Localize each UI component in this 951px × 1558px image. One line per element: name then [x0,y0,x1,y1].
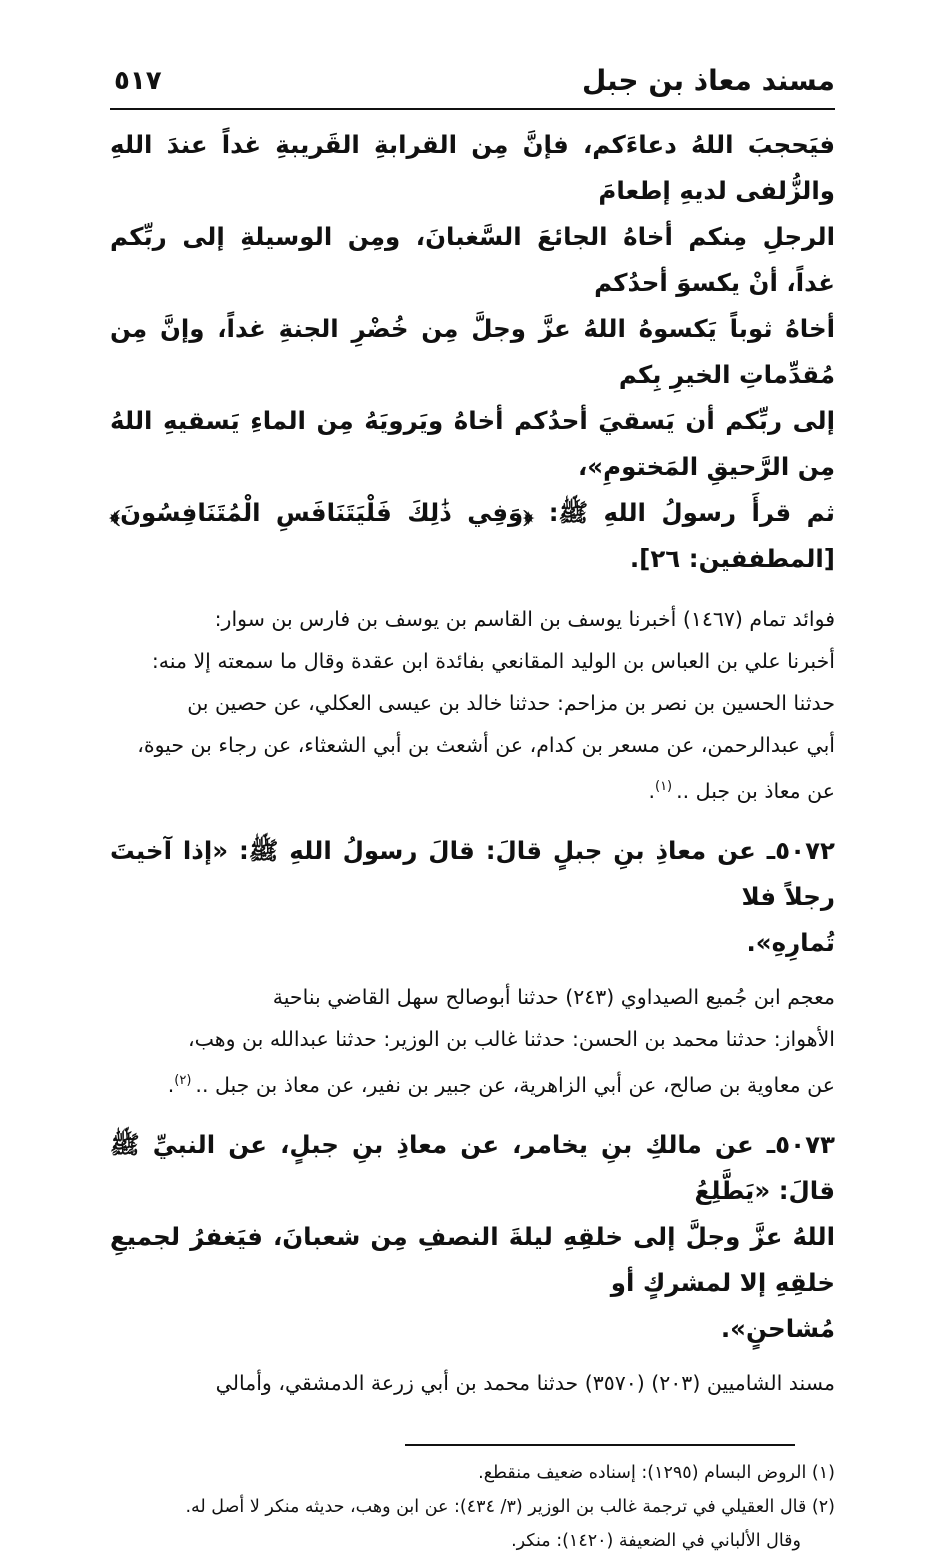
text-line: حدثنا الحسين بن نصر بن مزاحم: حدثنا خالد بن عيسى العكلي، عن حصين بن [187,691,835,715]
footnote-2-continued: وقال الألباني في الضعيفة (١٤٢٠): منكر. [511,1530,801,1551]
text-line: تُمارِهِ». [746,927,835,957]
text-line: أخاهُ ثوباً يَكسوهُ اللهُ عزَّ وجلَّ مِن خُضْرِ الجنةِ غداً، وإنَّ مِن مُقدِّماتِ الخيرِ بِكم [110,314,835,389]
text-line: فوائد تمام (١٤٦٧) أخبرنا يوسف بن القاسم بن يوسف بن فارس بن سوار: [214,607,835,631]
source-citation [110,598,835,812]
footnote-mark: (١) [654,779,673,794]
text-line: فيَحجبَ اللهُ دعاءَكم، فإنَّ مِن القرابةِ القَريبةِ غداً عندَ اللهِ والزُّلفى لديهِ إطعامَ [110,130,835,205]
hadith-5072 [110,828,835,966]
text-line: مسند الشاميين (٢٠٣) (٣٥٧٠) حدثنا محمد بن أبي زرعة الدمشقي، وأمالي [215,1370,835,1395]
text-line: ثم قرأَ رسولُ اللهِ ﷺ: ﴿وَفِي ذَٰلِكَ فَلْيَتَنَافَسِ الْمُتَنَافِسُونَ﴾ [المطففين: ٢٦]. [110,498,835,573]
page-header [110,60,835,110]
footnote-1: (١) الروض البسام (١٢٩٥): إسناده ضعيف منقطع. [478,1462,835,1483]
text-line: عن معاذ بن جبل ..$^{(١)}$. [648,778,835,803]
text-fragment: عن معاوية بن صالح، عن أبي الزاهرية، عن جبير بن نفير، عن معاذ بن جبل .. [195,1072,835,1097]
footnote-2: (٢) قال العقيلي في ترجمة غالب بن الوزير (٣/ ٤٣٤): عن ابن وهب، حديثه منكر لا أصل له. [185,1496,835,1517]
page-number: ٥١٧ [114,66,162,96]
text-line: أبي عبدالرحمن، عن مسعر بن كدام، عن أشعث بن أبي الشعثاء، عن رجاء بن حيوة، [137,733,835,757]
text-line: معجم ابن جُميع الصيداوي (٢٤٣) حدثنا أبوصالح سهل القاضي بناحية [272,984,835,1009]
source-citation [110,1362,835,1404]
hadith-5073 [110,1122,835,1352]
text-line: الرجلِ مِنكم أخاهُ الجائعَ السَّغبانَ، ومِن الوسيلةِ إلى ربِّكم غداً، أنْ يكسوَ أحدُكم [110,222,835,297]
footnote-separator [405,1444,795,1446]
page-body [110,122,835,1558]
running-title: مسند معاذ بن جبل [581,64,835,97]
text-line: مُشاحنٍ». [720,1313,835,1343]
text-line: عن معاوية بن صالح، عن أبي الزاهرية، عن جبير بن نفير، عن معاذ بن جبل ..$^{(٢)}$. [167,1072,835,1097]
text-line: الأهواز: حدثنا محمد بن الحسن: حدثنا غالب بن الوزير: حدثنا عبدالله بن وهب، [188,1026,835,1051]
text-line: أخبرنا علي بن العباس بن الوليد المقانعي بفائدة ابن عقدة وقال ما سمعته إلا منه: [151,649,835,673]
source-citation [110,976,835,1106]
text-line: إلى ربِّكم أن يَسقيَ أحدُكم أخاهُ ويَرويَهُ مِن الماءِ يَسقيهِ اللهُ مِن الرَّحيقِ المَختومِ»، [110,406,835,481]
text-line: اللهُ عزَّ وجلَّ إلى خلقِهِ ليلةَ النصفِ مِن شعبانَ، فيَغفرُ لجميعِ خلقِهِ إلا لمشركٍ أو [110,1221,835,1297]
book-page [110,60,835,1558]
footnote-mark: (٢) [174,1072,192,1088]
footnotes [110,1456,835,1558]
text-fragment: عن معاذ بن جبل .. [676,778,835,803]
hadith-continuation [110,122,835,582]
text-line: ٥٠٧٢ـ عن معاذِ بنِ جبلٍ قالَ: قالَ رسولُ اللهِ ﷺ: «إذا آخيتَ رجلاً فلا [110,835,835,911]
text-line: ٥٠٧٣ـ عن مالكِ بنِ يخامر، عن معاذِ بنِ جبلٍ، عن النبيِّ ﷺ قالَ: «يَطَّلِعُ [110,1129,835,1205]
